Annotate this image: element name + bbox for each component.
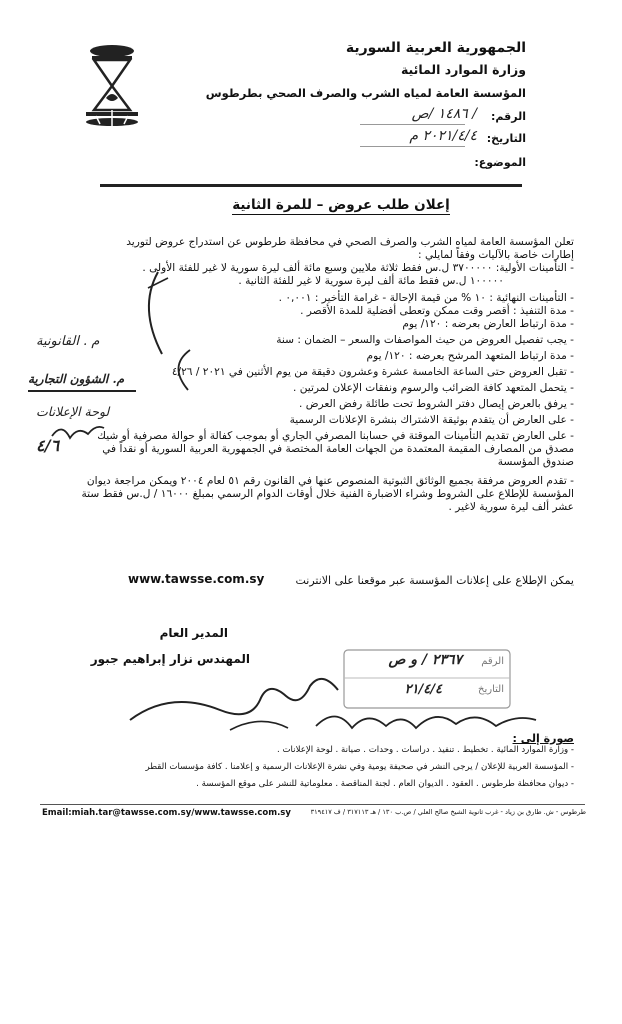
intro-line: إطارات خاصة بالآليات وفقاً لمايلي : bbox=[418, 249, 574, 261]
condition-item: - تقبل العروض حتى الساعة الخامسة عشرة وعشرون دقيقة من يوم الأثنين في ٢٠٢١ / ٤/٢٦ bbox=[171, 366, 574, 378]
condition-item: - تقدم العروض مرفقة بجميع الوثائق الثبوتية المنصوص عنها في القانون رقم ٥١ لعام ٢٠٠٤ ويمكن مراجعة ديوان bbox=[86, 475, 574, 487]
cc-line: - وزارة الموارد المائية . تخطيط . تنفيذ . دراسات . وحدات . صيانة . لوحة الإعلانات . bbox=[277, 745, 574, 755]
website-note: يمكن الإطلاع على إعلانات المؤسسة عبر موقعنا على الانترنت bbox=[295, 574, 574, 587]
condition-item: المؤسسة للإطلاع على الشروط وشراء الاضبارة الفنية خلال أوقات الدوام الرسمي بمبلغ ١٦٠٠٠ / ل.س فقط ستة bbox=[81, 488, 574, 500]
margin-check-mark bbox=[48, 418, 108, 448]
condition-item: - على العارض تقديم التأمينات الموقتة في حسابنا المصرفي الجاري أو بموجب كفالة أو حوالة مصرفية أو شيك bbox=[97, 430, 574, 442]
cc-handwriting bbox=[306, 700, 546, 740]
condition-item: ١٠٠٠٠٠ ل.س فقط مائة ألف ليرة سورية لا غير للفئة الثانية . bbox=[238, 275, 504, 287]
margin-underline bbox=[28, 390, 136, 392]
margin-note-commercial: م. الشؤون التجارية bbox=[28, 372, 125, 386]
institution-name: المؤسسة العامة لمياه الشرب والصرف الصحي بطرطوس bbox=[205, 86, 526, 100]
condition-item: - على العارض أن يتقدم بوثيقة الاشتراك بنشرة الإعلانات الرسمية bbox=[289, 414, 574, 426]
stamp-date-value: ٢١/٤/٤ bbox=[404, 682, 442, 697]
signatory-name: المهندس نزار إبراهيم جبور bbox=[90, 652, 250, 666]
ref-dotted-line bbox=[360, 124, 465, 125]
date-label: التاريخ: bbox=[486, 132, 526, 145]
margin-note-date: ٤/٦ bbox=[36, 436, 60, 455]
condition-item: - يجب تفصيل العروض من حيث المواصفات والسعر – الضمان : سنة bbox=[276, 334, 574, 346]
condition-item: عشر ألف ليرة سورية لاغير . bbox=[448, 501, 574, 513]
margin-scribble bbox=[160, 346, 200, 396]
cc-list bbox=[14, 744, 574, 791]
cc-label: صورة إلى : bbox=[512, 732, 574, 745]
ref-value: / ١٤٨٦ /ص bbox=[411, 106, 477, 122]
stamp-ref-label: الرقم bbox=[481, 656, 504, 667]
margin-note-legal: م . القانونية bbox=[36, 334, 100, 349]
condition-item: صندوق المؤسسة bbox=[497, 456, 574, 468]
condition-item: - يتحمل المتعهد كافة الضرائب والرسوم ونفقات الإعلان لمرتين . bbox=[292, 382, 574, 394]
website-link[interactable]: www.tawsse.com.sy bbox=[128, 572, 265, 586]
condition-item: - مدة التنفيذ : أقصر وقت ممكن وتعطى أفضلية للمدة الأقصر . bbox=[300, 305, 574, 317]
margin-bracket-mark bbox=[118, 268, 178, 358]
institution-logo bbox=[82, 38, 142, 128]
condition-item: - مدة ارتباط العارض بعرضه : ١٢٠/ يوم bbox=[402, 318, 574, 330]
announcement-title: إعلان طلب عروض – للمرة الثانية bbox=[232, 197, 450, 213]
date-dotted-line bbox=[360, 146, 465, 147]
date-value: ٢٠٢١/٤/٤ م bbox=[409, 128, 477, 144]
footer-email[interactable]: Email:miah.tar@tawsse.com.sy/www.tawsse.com.sy bbox=[42, 808, 291, 818]
condition-item: - مدة ارتباط المتعهد المرشح بعرضه : ١٢٠/ يوم bbox=[366, 350, 574, 362]
footer-address: طرطوس - ش. طارق بن زياد - غرب ثانوية الشيخ صالح العلي / ص.ب ١٣٠ / هـ ٣١٧١١٣ / ف ٣١٩٤١٧ bbox=[310, 808, 586, 816]
margin-note-board: لوحة الإعلانات bbox=[36, 404, 110, 419]
condition-item: - يرفق بالعرض إيصال دفتر الشروط تحت طائلة رفض العرض . bbox=[298, 398, 574, 410]
cc-line: - ديوان محافظة طرطوس . العقود . الديوان العام . لجنة المناقصة . معلوماتية للنشر على موقع المؤسسة . bbox=[196, 779, 574, 789]
condition-item: - التأمينات النهائية : ١٠ % من قيمة الإحالة - غرامة التأخير : ٠,٠٠١ . bbox=[278, 292, 574, 304]
cc-line: - المؤسسة العربية للإعلان / يرجى النشر في صحيفة يومية وفي نشرة الإعلانات الرسمية و إعلامنا . كافة مؤسسات القطر bbox=[145, 762, 574, 772]
signatory-title: المدير العام bbox=[159, 626, 228, 640]
letterhead bbox=[0, 0, 622, 200]
condition-item: - التأمينات الأولية: ٣٧٠٠٠٠٠ ل.س فقط ثلاثة ملايين وسبع مائة ألف ليرة سورية لا غير للفئة الأولى . bbox=[142, 262, 574, 274]
stamp-ref-value: ٢٣٦٧ / و ص bbox=[388, 652, 462, 668]
ministry-name: وزارة الموارد المائية bbox=[400, 62, 526, 77]
ref-label: الرقم: bbox=[491, 110, 526, 123]
footer-divider bbox=[40, 804, 585, 805]
condition-item: مصدق من المصارف المقيمة المعتمدة من الجهات العامة المختصة في الجمهورية العربية السورية أو نقداً في bbox=[102, 443, 574, 455]
subject-label: الموضوع: bbox=[474, 156, 526, 169]
header-divider bbox=[100, 184, 522, 187]
republic-name: الجمهورية العربية السورية bbox=[345, 40, 526, 56]
intro-line: تعلن المؤسسة العامة لمياه الشرب والصرف الصحي في محافظة طرطوس عن استدراج عروض لتوريد bbox=[126, 236, 574, 248]
stamp-date-label: التاريخ bbox=[478, 684, 504, 695]
